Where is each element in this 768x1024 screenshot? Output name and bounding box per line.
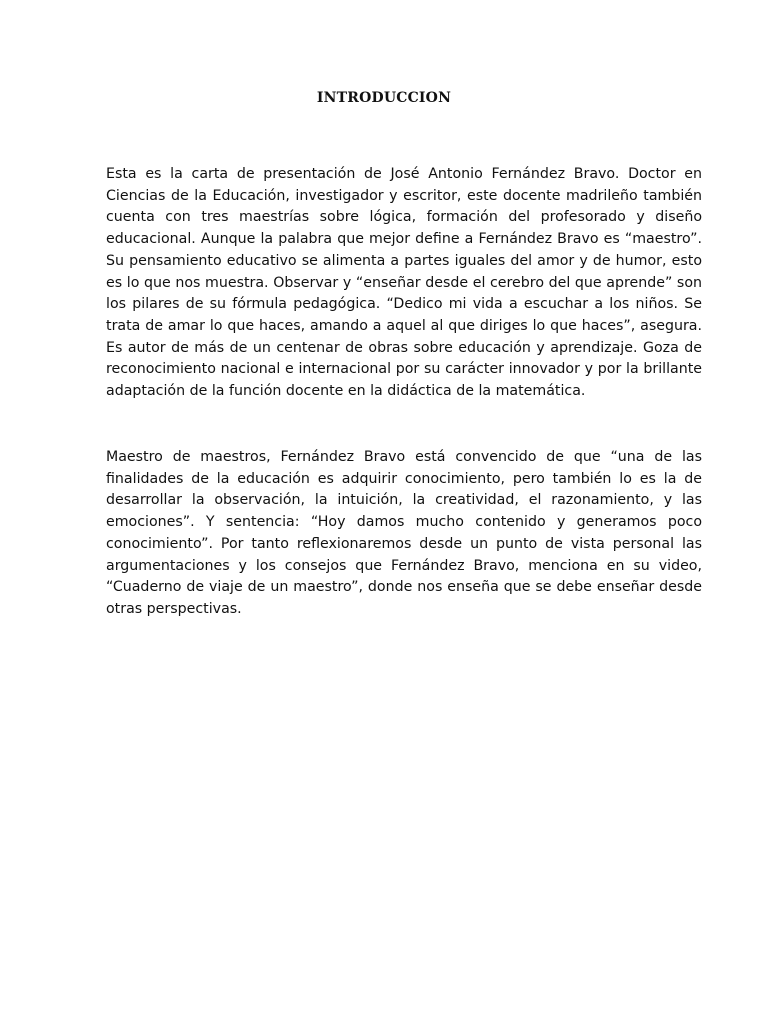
paragraph-intro: Esta es la carta de presentación de José Antonio Fernández Bravo. Doctor en Ciencias de la Educación, investigador y escritor, este docente madrileño también cuenta con tres maestrías sobre lógica, formación del profesorado y diseño educacional. Aunque la palabra que mejor define a Fernández Bravo es “maestro”. Su pensamiento educativo se alimenta a partes iguales del amor y de humor, esto es lo que nos muestra. Observar y “enseñar desde el cerebro del que aprende” son los pilares de su fórmula pedagógica. “Dedico mi vida a escuchar a los niños. Se trata de amar lo que haces, amando a aquel al que diriges lo que haces”, asegura. Es autor de más de un centenar de obras sobre educación y aprendizaje. Goza de reconocimiento nacional e internacional por su carácter innovador y por la brillante adaptación de la función docente en la didáctica de la matemática.: [106, 166, 702, 400]
page-title: INTRODUCCION: [316, 90, 452, 106]
paragraph-maestro: Maestro de maestros, Fernández Bravo está convencido de que “una de las finalidades de la educación es adquirir conocimiento, pero también lo es la de desarrollar la observación, la intuición, la creatividad, el razonamiento, y las emociones”. Y sentencia: “Hoy damos mucho contenido y generamos poco conocimiento”. Por tanto reflexionaremos desde un punto de vista personal las argumentaciones y los consejos que Fernández Bravo, menciona en su video, “Cuaderno de viaje de un maestro”, donde nos enseña que se debe enseñar desde otras perspectivas.: [106, 449, 702, 617]
